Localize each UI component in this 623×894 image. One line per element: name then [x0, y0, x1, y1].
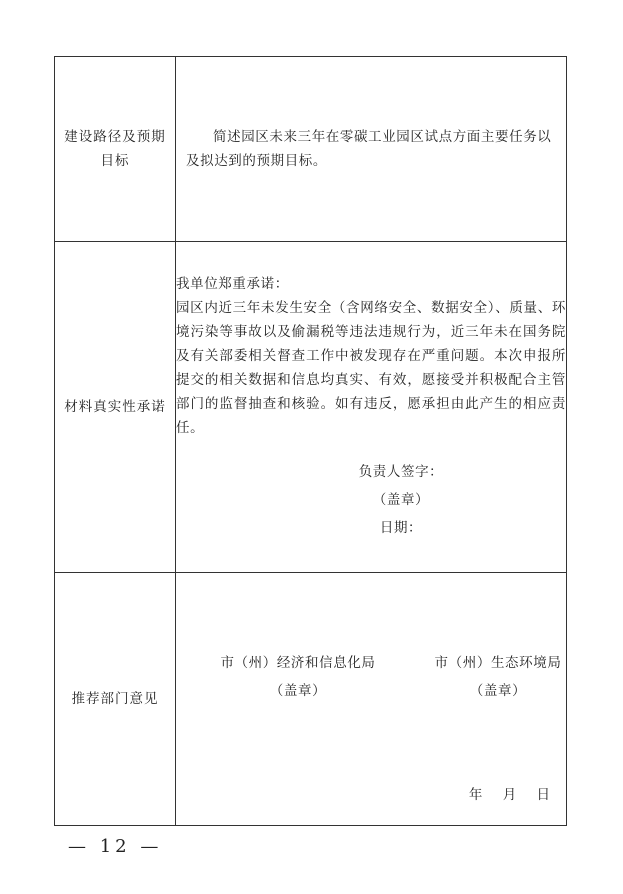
- goal-label-line1: 建设路径及预期: [64, 129, 166, 145]
- seal-label: （盖章）: [372, 492, 430, 508]
- recommendation-area: [176, 573, 566, 825]
- commitment-content-cell[interactable]: [176, 242, 567, 573]
- date-label: 日期：: [379, 520, 423, 536]
- agency-economy-name: 市（州）经济和信息化局: [220, 655, 376, 671]
- commitment-label-cell: [55, 242, 176, 573]
- recommendation-row: [55, 573, 567, 826]
- commitment-row: [55, 242, 567, 573]
- application-form-table: [54, 56, 567, 826]
- goal-text: 简述园区未来三年在零碳工业园区试点方面主要任务以及拟达到的预期目标。: [186, 129, 552, 169]
- goal-label-cell: [55, 57, 176, 242]
- commitment-text: 园区内近三年未发生安全（含网络安全、数据安全）、质量、环境污染等事故以及偷漏税等违法违规行为，近三年未在国务院及有关部委相关督查工作中被发现存在严重问题。本次申报所提交的相关数据和信息均真实、有效，愿接受并积极配合主管部门的监督抽查和核验。如有违反，愿承担由此产生的相应责任。: [176, 300, 566, 436]
- commitment-label: 材料真实性承诺: [64, 399, 166, 415]
- recommendation-date: 年 月 日: [468, 787, 558, 803]
- agency-economy: [198, 649, 398, 705]
- recommendation-label-cell: [55, 573, 176, 826]
- recommendation-label: 推荐部门意见: [71, 691, 159, 707]
- agency-ecology-seal: （盖章）: [469, 683, 527, 699]
- agency-ecology-name: 市（州）生态环境局: [434, 655, 562, 671]
- signature-block: [176, 458, 566, 542]
- page-number: — 12 —: [68, 836, 163, 857]
- agency-ecology: [408, 649, 588, 705]
- recommendation-content-cell[interactable]: [176, 573, 567, 826]
- agency-economy-seal: （盖章）: [269, 683, 327, 699]
- goal-row: [55, 57, 567, 242]
- goal-content-cell[interactable]: [176, 57, 567, 242]
- signature-label: 负责人签字：: [358, 464, 444, 480]
- commitment-intro: 我单位郑重承诺：: [176, 276, 289, 292]
- goal-label-line2: 目标: [100, 153, 130, 169]
